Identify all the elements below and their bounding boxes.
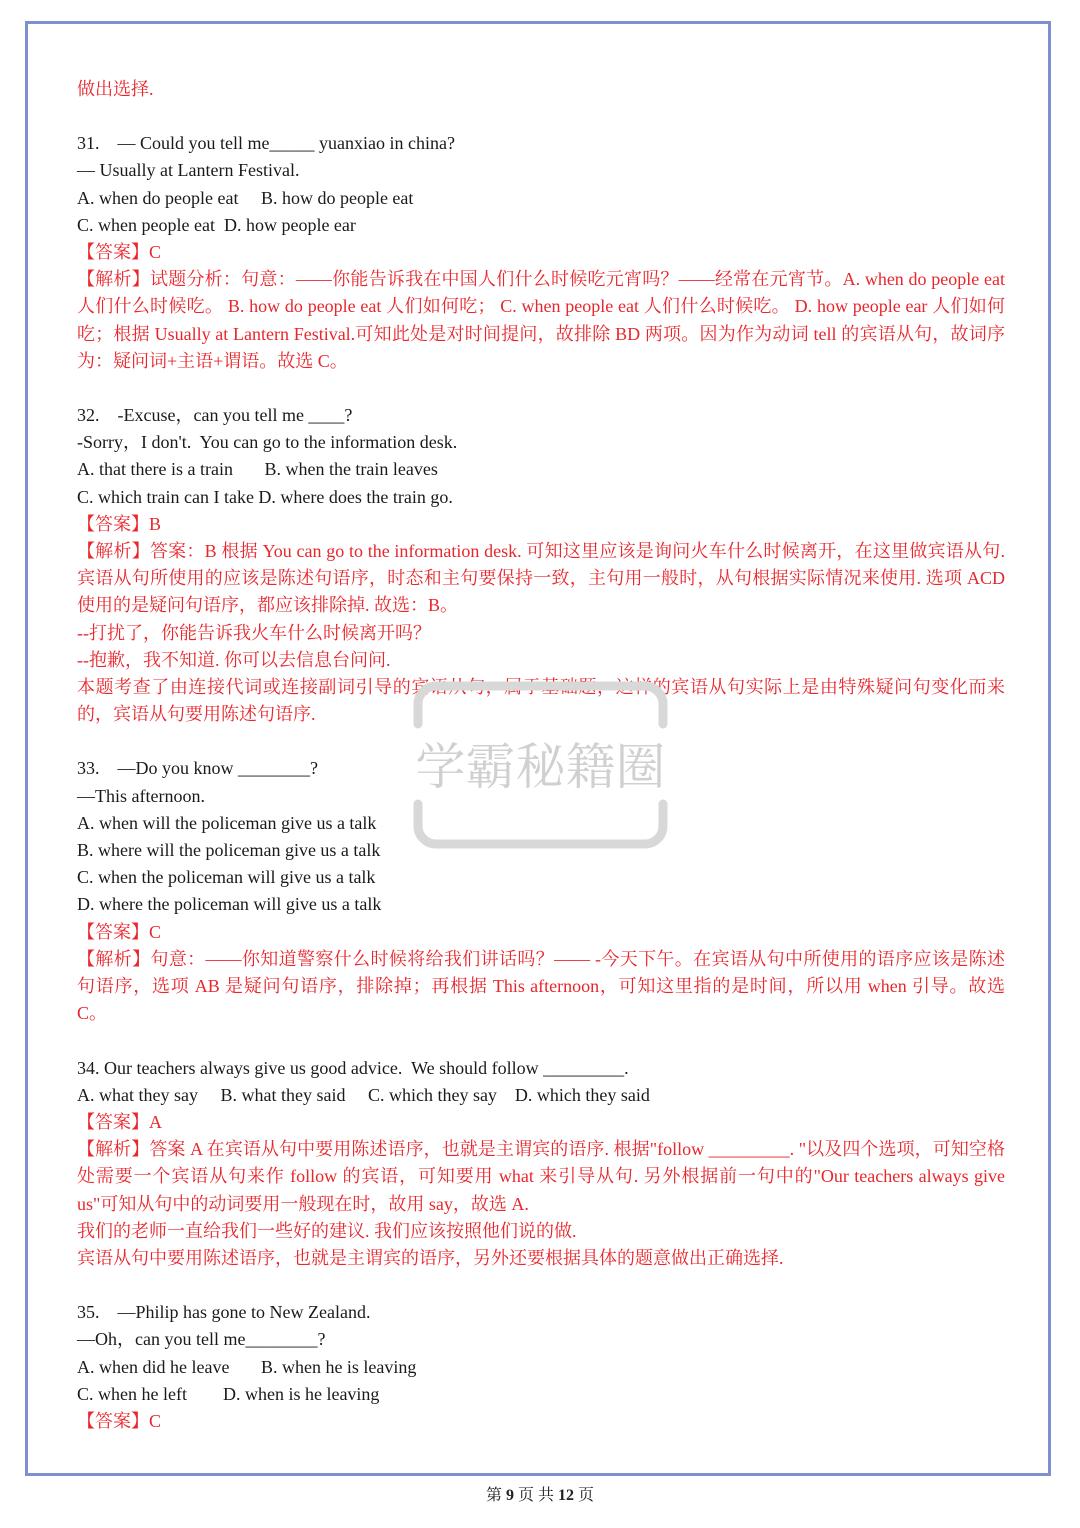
- analysis-summary: 宾语从句中要用陈述语序，也就是主谓宾的语序，另外还要根据具体的题意做出正确选择.: [77, 1247, 784, 1268]
- analysis-text: 【解析】试题分析：句意：——你能告诉我在中国人们什么时候吃元宵吗？——经常在元宵节。A. when do people eat 人们什么时候吃。 B. how do people eat 人们如何吃； C. when people eat 人们什么时候吃。 D. how people ear 人们如何吃；根据 Usually at Lantern Festival.可知此处是对时间提问，故排除 BD 两项。因为作为动词 tell 的宾语从句，故词序为：疑问词+主语+谓语。故选 C。: [77, 269, 1005, 371]
- question-stem: -Sorry，I don't. You can go to the information desk.: [77, 432, 458, 453]
- intro-tail: 做出选择.: [77, 79, 154, 99]
- document-body: [77, 76, 1005, 1435]
- question-options: C. when people eat D. how people ear: [77, 214, 356, 235]
- answer-label: 【答案】A: [77, 1111, 162, 1132]
- question-options: B. where will the policeman give us a talk: [77, 840, 381, 861]
- analysis-translation: 我们的老师一直给我们一些好的建议. 我们应该按照他们说的做.: [77, 1220, 577, 1241]
- footer-suffix: 页: [578, 1487, 595, 1504]
- answer-label: 【答案】C: [77, 242, 162, 263]
- total-page-count: 12: [558, 1487, 574, 1504]
- answer-label: 【答案】C: [77, 1410, 162, 1431]
- question-options: A. when do people eat B. how do people eat: [77, 187, 414, 208]
- question-stem: 35. —Philip has gone to New Zealand.: [77, 1302, 371, 1323]
- footer-middle: 页 共: [517, 1487, 554, 1504]
- question-options: A. when will the policeman give us a talk: [77, 812, 377, 833]
- question-stem: —This afternoon.: [77, 785, 205, 806]
- analysis-text: 【解析】句意：——你知道警察什么时候将给我们讲话吗？—— -今天下午。在宾语从句中所使用的语序应该是陈述句语序，选项 AB 是疑问句语序，排除掉；再根据 This afternoon，可知这里指的是时间，所以用 when 引导。故选 C。: [77, 948, 1005, 1024]
- question-stem: —Oh，can you tell me________?: [77, 1329, 326, 1350]
- question-stem: 34. Our teachers always give us good advice. We should follow _________.: [77, 1057, 629, 1078]
- current-page-number: 9: [505, 1487, 514, 1504]
- answer-label: 【答案】C: [77, 921, 162, 942]
- footer-prefix: 第: [485, 1487, 502, 1504]
- question-options: C. when he left D. when is he leaving: [77, 1383, 380, 1404]
- page-footer: [0, 1482, 1080, 1505]
- question-33: [77, 755, 1005, 1027]
- question-options: A. that there is a train B. when the train leaves: [77, 459, 438, 480]
- question-options: C. which train can I take D. where does the train go.: [77, 486, 453, 507]
- question-options: A. what they say B. what they said C. which they say D. which they said: [77, 1084, 650, 1105]
- analysis-translation: --抱歉，我不知道. 你可以去信息台问问.: [77, 649, 391, 670]
- question-options: C. when the policeman will give us a talk: [77, 867, 376, 888]
- question-stem: 33. —Do you know ________?: [77, 758, 318, 779]
- answer-label: 【答案】B: [77, 513, 162, 534]
- question-34: [77, 1055, 1005, 1273]
- watermark-text: 学霸秘籍圈: [415, 738, 666, 796]
- question-35: [77, 1299, 1005, 1435]
- analysis-text: 【解析】答案 A 在宾语从句中要用陈述语序，也就是主谓宾的语序. 根据"follow _________. "以及四个选项，可知空格处需要一个宾语从句来作 follow 的宾语，可知要用 what 来引导从句. 另外根据前一句中的"Our teachers always give us"可知从句中的动词要用一般现在时，故用 say，故选 A.: [77, 1139, 1005, 1214]
- question-options: D. where the policeman will give us a talk: [77, 894, 382, 915]
- question-32: [77, 402, 1005, 728]
- question-stem: — Usually at Lantern Festival.: [77, 160, 300, 181]
- question-stem: 32. -Excuse，can you tell me ____?: [77, 405, 353, 426]
- analysis-text: 【解析】答案：B 根据 You can go to the information desk. 可知这里应该是询问火车什么时候离开，在这里做宾语从句. 宾语从句所使用的应该是陈述句语序，时态和主句要保持一致，主句用一般时，从句根据实际情况来使用. 选项 ACD 使用的是疑问句语序，都应该排除掉. 故选：B。: [77, 541, 1005, 616]
- analysis-summary: 本题考查了由连接代词或连接副词引导的宾语从句，属于基础题，这样的宾语从句实际上是由特殊疑问句变化而来的，宾语从句要用陈述句语序.: [77, 677, 1005, 725]
- question-options: A. when did he leave B. when he is leaving: [77, 1356, 417, 1377]
- analysis-translation: --打扰了，你能告诉我火车什么时候离开吗？: [77, 622, 431, 643]
- question-stem: 31. — Could you tell me_____ yuanxiao in china?: [77, 133, 455, 154]
- question-31: [77, 130, 1005, 375]
